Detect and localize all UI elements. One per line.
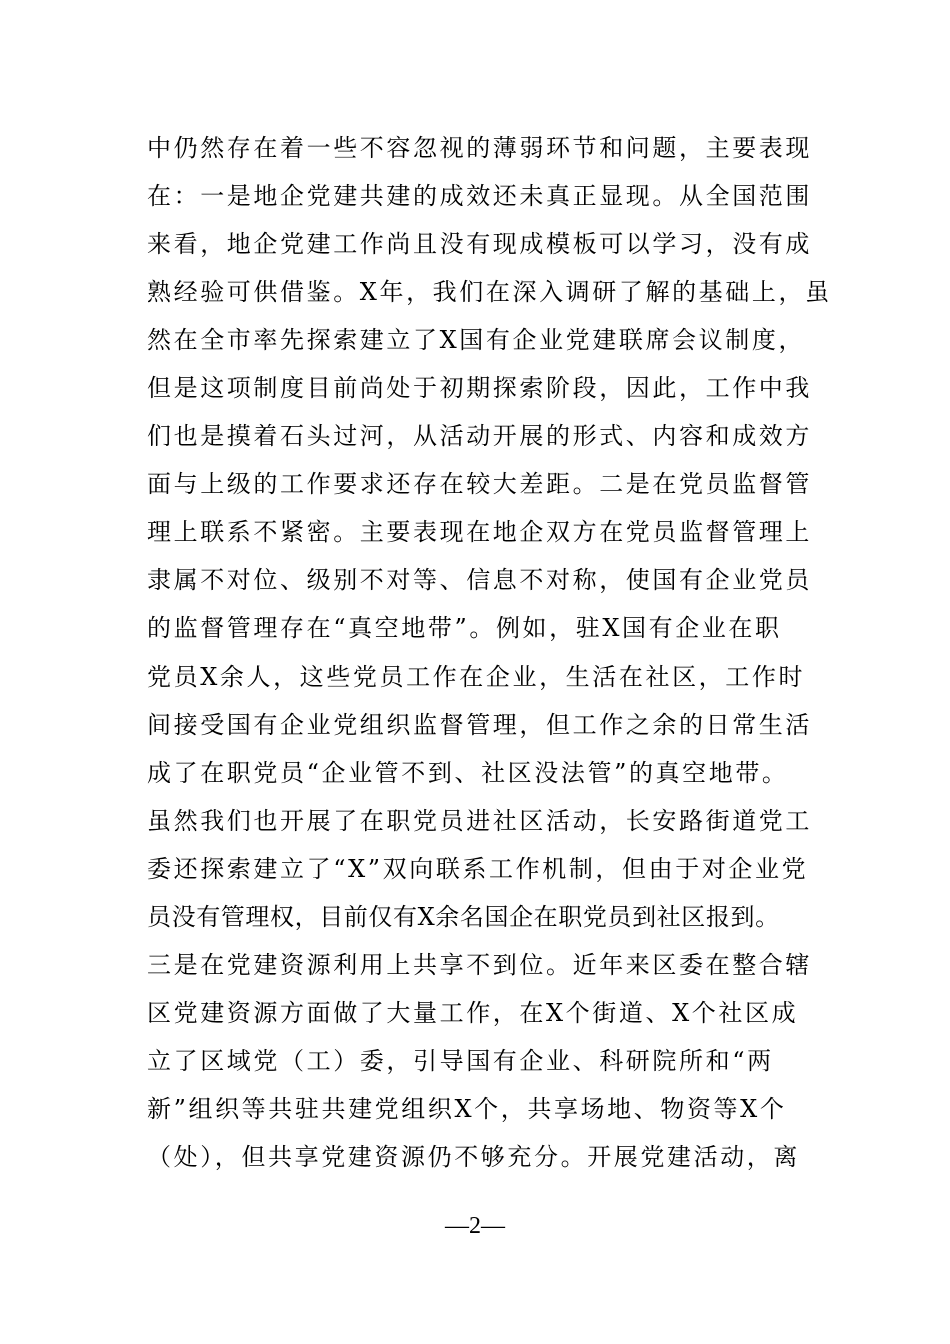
- text-line-17: 员没有管理权，目前仅有X余名国企在职党员到社区报到。: [147, 902, 780, 931]
- text-line-3: 来看，地企党建工作尚且没有现成模板可以学习，没有成: [147, 230, 812, 259]
- text-line-9: 理上联系不紧密。主要表现在地企双方在党员监督管理上: [147, 518, 812, 547]
- page-number: —2—: [445, 1213, 505, 1239]
- text-line-7: 们也是摸着石头过河，从活动开展的形式、内容和成效方: [147, 422, 812, 451]
- text-line-14: 成了在职党员“企业管不到、社区没法管”的真空地带。: [147, 758, 789, 787]
- text-line-1: 中仍然存在着一些不容忽视的薄弱环节和问题，主要表现: [147, 134, 812, 162]
- text-line-2: 在：一是地企党建共建的成效还未真正显现。从全国范围: [147, 182, 812, 211]
- text-line-13: 间接受国有企业党组织监督管理，但工作之余的日常生活: [147, 710, 812, 739]
- text-line-11: 的监督管理存在“真空地带”。例如，驻X国有企业在职: [147, 614, 782, 643]
- text-line-12: 党员X余人，这些党员工作在企业，生活在社区，工作时: [147, 662, 806, 691]
- text-line-20: 立了区域党（工）委，引导国有企业、科研院所和“两: [147, 1046, 774, 1075]
- text-line-8: 面与上级的工作要求还存在较大差距。二是在党员监督管: [147, 470, 812, 499]
- text-line-19: 区党建资源方面做了大量工作，在X个街道、X个社区成: [147, 998, 799, 1027]
- text-line-15: 虽然我们也开展了在职党员进社区活动，长安路街道党工: [147, 806, 812, 835]
- text-line-22: （处），但共享党建资源仍不够充分。开展党建活动，离: [147, 1142, 800, 1171]
- text-line-18: 三是在党建资源利用上共享不到位。近年来区委在整合辖: [147, 950, 812, 979]
- text-line-10: 隶属不对位、级别不对等、信息不对称，使国有企业党员: [147, 566, 812, 595]
- text-line-5: 然在全市率先探索建立了X国有企业党建联席会议制度，: [147, 326, 806, 355]
- body-text: [147, 124, 832, 1181]
- text-line-4: 熟经验可供借鉴。X年，我们在深入调研了解的基础上，虽: [147, 278, 832, 307]
- text-line-16: 委还探索建立了“X”双向联系工作机制，但由于对企业党: [147, 854, 809, 883]
- text-line-6: 但是这项制度目前尚处于初期探索阶段，因此，工作中我: [147, 374, 812, 403]
- text-line-21: 新”组织等共驻共建党组织X个，共享场地、物资等X个: [147, 1094, 787, 1123]
